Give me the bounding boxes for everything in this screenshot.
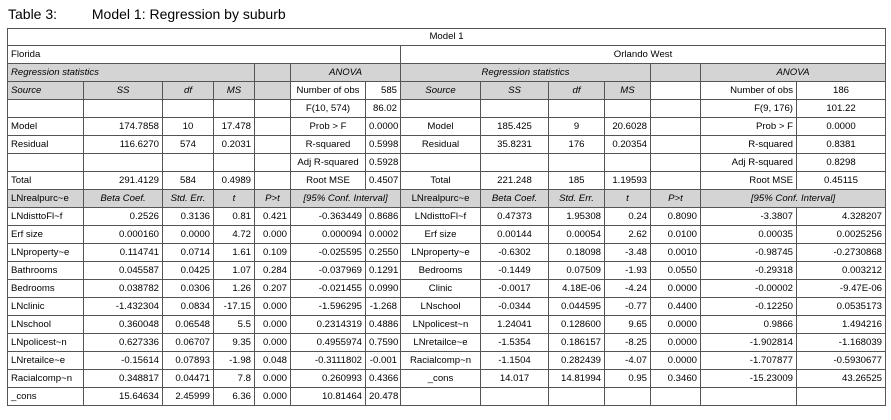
left-source-ss (84, 154, 163, 172)
blank-cell (255, 136, 291, 154)
right-coef-t: -3.48 (605, 244, 651, 262)
right-coef-beta: -0.6302 (481, 244, 549, 262)
left-coef-ci-high: 0.4886 (366, 316, 401, 334)
left-coef-p: 0.000 (255, 298, 291, 316)
right-col-ss: SS (481, 82, 549, 100)
left-coef-header: P>t (255, 190, 291, 208)
blank-cell (651, 172, 701, 190)
coef-row (8, 208, 886, 226)
left-coef-ci-low: -0.037969 (291, 262, 366, 280)
right-coef-beta: -1.1504 (481, 352, 549, 370)
left-coef-header: Beta Coef. (84, 190, 163, 208)
left-anova-value: 0.5998 (366, 136, 401, 154)
coef-row (8, 262, 886, 280)
left-coef-t: 5.5 (214, 316, 255, 334)
blank-cell (651, 100, 701, 118)
right-col-source: Source (401, 82, 481, 100)
left-coef-ci-low: 10.81464 (291, 388, 366, 406)
left-coef-ci-low: -1.596295 (291, 298, 366, 316)
left-coef-header: [95% Conf. Interval] (291, 190, 401, 208)
left-coef-var: Bedrooms (8, 280, 84, 298)
left-coef-se: 0.0000 (163, 226, 214, 244)
left-coef-ci-low: -0.363449 (291, 208, 366, 226)
right-coef-ci-high: 0.0535173 (797, 298, 886, 316)
left-coef-beta: 0.360048 (84, 316, 163, 334)
right-coef-beta: -1.5354 (481, 334, 549, 352)
left-source-ss: 291.4129 (84, 172, 163, 190)
left-source-name (8, 100, 84, 118)
left-coef-beta: 0.114741 (84, 244, 163, 262)
right-coef-ci-low: -1.707877 (701, 352, 797, 370)
right-coef-t: -4.07 (605, 352, 651, 370)
left-coef-var: LNclinic (8, 298, 84, 316)
caption-label: Table 3: (8, 6, 58, 22)
left-coef-ci-low: 0.000094 (291, 226, 366, 244)
left-coef-p: 0.000 (255, 370, 291, 388)
right-anova-label: R-squared (701, 136, 797, 154)
left-source-df (163, 154, 214, 172)
coef-row (8, 298, 886, 316)
right-source-ss (481, 100, 549, 118)
left-source-name (8, 154, 84, 172)
right-coef-ci-high: -1.168039 (797, 334, 886, 352)
right-source-ms: 0.20354 (605, 136, 651, 154)
right-coef-var: _cons (401, 370, 481, 388)
right-anova-label: Number of obs (701, 82, 797, 100)
right-anova-value: 0.45115 (797, 172, 886, 190)
left-coef-var: _cons (8, 388, 84, 406)
right-coef-header: LNrealpurc~e (401, 190, 481, 208)
left-coef-beta: 0.045587 (84, 262, 163, 280)
right-coef-se: 14.81994 (549, 370, 605, 388)
right-coef-p: 0.0000 (651, 316, 701, 334)
coef-row (8, 352, 886, 370)
left-coef-ci-high: -1.268 (366, 298, 401, 316)
blank-cell (651, 136, 701, 154)
left-coef-var: Racialcomp~n (8, 370, 84, 388)
coef-row (8, 334, 886, 352)
left-col-ss: SS (84, 82, 163, 100)
right-source-df: 176 (549, 136, 605, 154)
left-coef-header: Std. Err. (163, 190, 214, 208)
anova-row (8, 118, 886, 136)
right-coef-se: 0.044595 (549, 298, 605, 316)
left-coef-t: 0.81 (214, 208, 255, 226)
right-source-name: Model (401, 118, 481, 136)
left-coef-ci-high: 0.7590 (366, 334, 401, 352)
right-col-df: df (549, 82, 605, 100)
left-anova-value: 585 (366, 82, 401, 100)
right-coef-var: Erf size (401, 226, 481, 244)
right-coef-header: P>t (651, 190, 701, 208)
left-source-df: 584 (163, 172, 214, 190)
left-anova-header: ANOVA (291, 64, 401, 82)
right-coef-var: Racialcomp~n (401, 352, 481, 370)
left-coef-var: Erf size (8, 226, 84, 244)
right-coef-header: t (605, 190, 651, 208)
left-source-ms (214, 100, 255, 118)
coef-header-row (8, 190, 886, 208)
blank-cell (651, 154, 701, 172)
right-coef-var: LNschool (401, 298, 481, 316)
right-coef-var: LNpolicest~n (401, 316, 481, 334)
right-source-df (549, 100, 605, 118)
right-coef-ci-low: 0.9866 (701, 316, 797, 334)
right-anova-value: 0.8298 (797, 154, 886, 172)
right-anova-label: Prob > F (701, 118, 797, 136)
right-coef-se: 0.186157 (549, 334, 605, 352)
right-coef-beta (481, 388, 549, 406)
caption-title: Model 1: Regression by suburb (91, 6, 286, 22)
right-source-name (401, 100, 481, 118)
left-anova-value: 0.4507 (366, 172, 401, 190)
right-coef-se: 0.07509 (549, 262, 605, 280)
left-coef-p: 0.109 (255, 244, 291, 262)
right-source-ms: 20.6028 (605, 118, 651, 136)
left-coef-beta: 0.2526 (84, 208, 163, 226)
right-coef-ci-low: -3.3807 (701, 208, 797, 226)
right-coef-t: -1.93 (605, 262, 651, 280)
left-coef-ci-low: -0.025595 (291, 244, 366, 262)
right-source-ss: 221.248 (481, 172, 549, 190)
left-coef-se: 0.07893 (163, 352, 214, 370)
left-source-ms (214, 154, 255, 172)
blank-cell (255, 100, 291, 118)
right-coef-ci-high: -0.2730868 (797, 244, 886, 262)
left-anova-value: 86.02 (366, 100, 401, 118)
left-coef-t: 1.61 (214, 244, 255, 262)
right-anova-header: ANOVA (701, 64, 886, 82)
right-coef-beta: -0.1449 (481, 262, 549, 280)
left-source-name: Model (8, 118, 84, 136)
left-coef-se: 0.0834 (163, 298, 214, 316)
left-coef-se: 0.06548 (163, 316, 214, 334)
right-coef-beta: 0.47373 (481, 208, 549, 226)
right-anova-label: Adj R-squared (701, 154, 797, 172)
left-coef-t: 9.35 (214, 334, 255, 352)
left-coef-beta: -0.15614 (84, 352, 163, 370)
right-anova-value: 101.22 (797, 100, 886, 118)
right-source-ss: 185.425 (481, 118, 549, 136)
blank-cell (651, 118, 701, 136)
right-coef-ci-low: -15.23009 (701, 370, 797, 388)
left-coef-t: 6.36 (214, 388, 255, 406)
right-coef-t: -4.24 (605, 280, 651, 298)
regression-table (7, 28, 886, 406)
right-coef-t: 9.65 (605, 316, 651, 334)
left-col-df: df (163, 82, 214, 100)
left-coef-se: 0.3136 (163, 208, 214, 226)
left-coef-p: 0.207 (255, 280, 291, 298)
right-anova-label: Root MSE (701, 172, 797, 190)
left-coef-p: 0.284 (255, 262, 291, 280)
left-coef-beta: 0.348817 (84, 370, 163, 388)
left-coef-p: 0.000 (255, 226, 291, 244)
left-coef-header: LNrealpurc~e (8, 190, 84, 208)
left-coef-t: 1.26 (214, 280, 255, 298)
left-coef-p: 0.000 (255, 334, 291, 352)
blank-cell (255, 172, 291, 190)
right-coef-ci-low: 0.00035 (701, 226, 797, 244)
right-anova-value: 0.8381 (797, 136, 886, 154)
right-coef-ci-high: 4.328207 (797, 208, 886, 226)
blank-cell (255, 154, 291, 172)
right-source-df: 9 (549, 118, 605, 136)
left-coef-t: 7.8 (214, 370, 255, 388)
left-source-ss (84, 100, 163, 118)
right-coef-se: 0.00054 (549, 226, 605, 244)
left-anova-value: 0.0000 (366, 118, 401, 136)
coef-row (8, 244, 886, 262)
table-caption (8, 4, 286, 24)
right-coef-ci-low (701, 388, 797, 406)
left-anova-label: F(10, 574) (291, 100, 366, 118)
right-coef-beta: 1.24041 (481, 316, 549, 334)
left-anova-label: Adj R-squared (291, 154, 366, 172)
right-source-ms (605, 154, 651, 172)
right-coef-ci-low: -0.29318 (701, 262, 797, 280)
right-source-ss (481, 154, 549, 172)
right-coef-p: 0.0000 (651, 280, 701, 298)
left-coef-t: 1.07 (214, 262, 255, 280)
left-source-ss: 174.7858 (84, 118, 163, 136)
left-col-source: Source (8, 82, 84, 100)
right-coef-ci-high: 0.0025256 (797, 226, 886, 244)
anova-row (8, 136, 886, 154)
left-coef-var: LNretailce~e (8, 352, 84, 370)
model-title: Model 1 (8, 29, 886, 46)
left-coef-ci-high: 0.4366 (366, 370, 401, 388)
right-coef-var: LNproperty~e (401, 244, 481, 262)
right-coef-beta: -0.0344 (481, 298, 549, 316)
coef-row (8, 370, 886, 388)
left-source-df: 10 (163, 118, 214, 136)
left-coef-se: 0.06707 (163, 334, 214, 352)
right-source-name (401, 154, 481, 172)
left-coef-var: LNpolicest~n (8, 334, 84, 352)
right-coef-se (549, 388, 605, 406)
left-coef-se: 2.45999 (163, 388, 214, 406)
right-regstats-header: Regression statistics (401, 64, 651, 82)
left-coef-ci-low: 0.2314319 (291, 316, 366, 334)
left-coef-ci-low: 0.260993 (291, 370, 366, 388)
right-coef-beta: -0.0017 (481, 280, 549, 298)
right-coef-se: 0.18098 (549, 244, 605, 262)
right-source-ms: 1.19593 (605, 172, 651, 190)
left-source-name: Total (8, 172, 84, 190)
coef-row (8, 226, 886, 244)
right-coef-p (651, 388, 701, 406)
right-coef-p: 0.8090 (651, 208, 701, 226)
right-anova-value: 0.0000 (797, 118, 886, 136)
left-anova-value: 0.5928 (366, 154, 401, 172)
left-source-ss: 116.6270 (84, 136, 163, 154)
right-source-df: 185 (549, 172, 605, 190)
right-coef-se: 4.18E-06 (549, 280, 605, 298)
left-anova-label: Prob > F (291, 118, 366, 136)
right-coef-p: 0.0000 (651, 352, 701, 370)
left-coef-ci-high: 0.2550 (366, 244, 401, 262)
right-coef-header: [95% Conf. Interval] (701, 190, 886, 208)
right-coef-ci-low: -1.902814 (701, 334, 797, 352)
right-coef-p: 0.0010 (651, 244, 701, 262)
left-source-df: 574 (163, 136, 214, 154)
right-coef-se: 1.95308 (549, 208, 605, 226)
right-coef-var: LNretailce~e (401, 334, 481, 352)
right-coef-t: -8.25 (605, 334, 651, 352)
left-coef-var: LNdisttoFl~f (8, 208, 84, 226)
left-coef-beta: -1.432304 (84, 298, 163, 316)
right-coef-var: LNdisttoFl~f (401, 208, 481, 226)
right-source-name: Total (401, 172, 481, 190)
right-coef-ci-low: -0.12250 (701, 298, 797, 316)
right-place-name: Orlando West (401, 46, 886, 64)
left-coef-se: 0.0714 (163, 244, 214, 262)
right-coef-ci-high: -0.5930677 (797, 352, 886, 370)
left-blank-header (255, 82, 291, 100)
right-coef-p: 0.0550 (651, 262, 701, 280)
right-coef-beta: 14.017 (481, 370, 549, 388)
blank-cell (651, 64, 701, 82)
blank-cell (255, 118, 291, 136)
right-coef-se: 0.282439 (549, 352, 605, 370)
left-coef-t: 4.72 (214, 226, 255, 244)
left-coef-se: 0.0306 (163, 280, 214, 298)
coef-row (8, 388, 886, 406)
left-coef-header: t (214, 190, 255, 208)
right-coef-t: -0.77 (605, 298, 651, 316)
left-coef-t: -1.98 (214, 352, 255, 370)
right-anova-value: 186 (797, 82, 886, 100)
right-coef-var: Clinic (401, 280, 481, 298)
right-blank-header (651, 82, 701, 100)
left-coef-p: 0.000 (255, 388, 291, 406)
left-coef-var: LNproperty~e (8, 244, 84, 262)
coef-row (8, 280, 886, 298)
left-coef-ci-high: 0.8686 (366, 208, 401, 226)
left-coef-se: 0.04471 (163, 370, 214, 388)
right-coef-p: 0.4400 (651, 298, 701, 316)
right-source-ss: 35.8231 (481, 136, 549, 154)
left-coef-ci-low: -0.3111802 (291, 352, 366, 370)
right-source-df (549, 154, 605, 172)
right-coef-ci-high (797, 388, 886, 406)
right-coef-var (401, 388, 481, 406)
right-coef-t: 0.24 (605, 208, 651, 226)
left-coef-ci-high: 0.0002 (366, 226, 401, 244)
left-coef-beta: 0.627336 (84, 334, 163, 352)
right-coef-p: 0.3460 (651, 370, 701, 388)
left-anova-label: Number of obs (291, 82, 366, 100)
left-source-ms: 17.478 (214, 118, 255, 136)
right-coef-var: Bedrooms (401, 262, 481, 280)
right-source-name: Residual (401, 136, 481, 154)
left-col-ms: MS (214, 82, 255, 100)
left-coef-ci-high: 0.1291 (366, 262, 401, 280)
left-source-ms: 0.4989 (214, 172, 255, 190)
right-coef-ci-low: -0.98745 (701, 244, 797, 262)
left-coef-ci-high: 0.0990 (366, 280, 401, 298)
right-source-ms (605, 100, 651, 118)
left-coef-ci-low: -0.021455 (291, 280, 366, 298)
left-place-name: Florida (8, 46, 401, 64)
left-coef-beta: 15.64634 (84, 388, 163, 406)
right-coef-beta: 0.00144 (481, 226, 549, 244)
right-coef-t (605, 388, 651, 406)
right-coef-header: Beta Coef. (481, 190, 549, 208)
left-coef-se: 0.0425 (163, 262, 214, 280)
left-coef-p: 0.048 (255, 352, 291, 370)
left-regstats-header: Regression statistics (8, 64, 255, 82)
left-anova-label: R-squared (291, 136, 366, 154)
left-coef-beta: 0.038782 (84, 280, 163, 298)
left-coef-ci-high: -0.001 (366, 352, 401, 370)
right-coef-ci-high: 43.26525 (797, 370, 886, 388)
right-coef-se: 0.128600 (549, 316, 605, 334)
left-anova-label: Root MSE (291, 172, 366, 190)
left-source-df (163, 100, 214, 118)
right-coef-ci-high: -9.47E-06 (797, 280, 886, 298)
right-coef-ci-low: -0.00002 (701, 280, 797, 298)
left-source-ms: 0.2031 (214, 136, 255, 154)
right-coef-p: 0.0100 (651, 226, 701, 244)
left-coef-beta: 0.000160 (84, 226, 163, 244)
right-col-ms: MS (605, 82, 651, 100)
left-coef-p: 0.421 (255, 208, 291, 226)
right-coef-ci-high: 1.494216 (797, 316, 886, 334)
right-coef-header: Std. Err. (549, 190, 605, 208)
coef-row (8, 316, 886, 334)
right-coef-ci-high: 0.003212 (797, 262, 886, 280)
right-anova-label: F(9, 176) (701, 100, 797, 118)
anova-row (8, 154, 886, 172)
anova-row (8, 100, 886, 118)
left-coef-ci-low: 0.4955974 (291, 334, 366, 352)
right-coef-t: 2.62 (605, 226, 651, 244)
right-coef-t: 0.95 (605, 370, 651, 388)
left-coef-var: Bathrooms (8, 262, 84, 280)
left-coef-p: 0.000 (255, 316, 291, 334)
left-coef-var: LNschool (8, 316, 84, 334)
left-coef-ci-high: 20.478 (366, 388, 401, 406)
blank-cell (255, 64, 291, 82)
anova-row (8, 172, 886, 190)
left-coef-t: -17.15 (214, 298, 255, 316)
right-coef-p: 0.0000 (651, 334, 701, 352)
left-source-name: Residual (8, 136, 84, 154)
